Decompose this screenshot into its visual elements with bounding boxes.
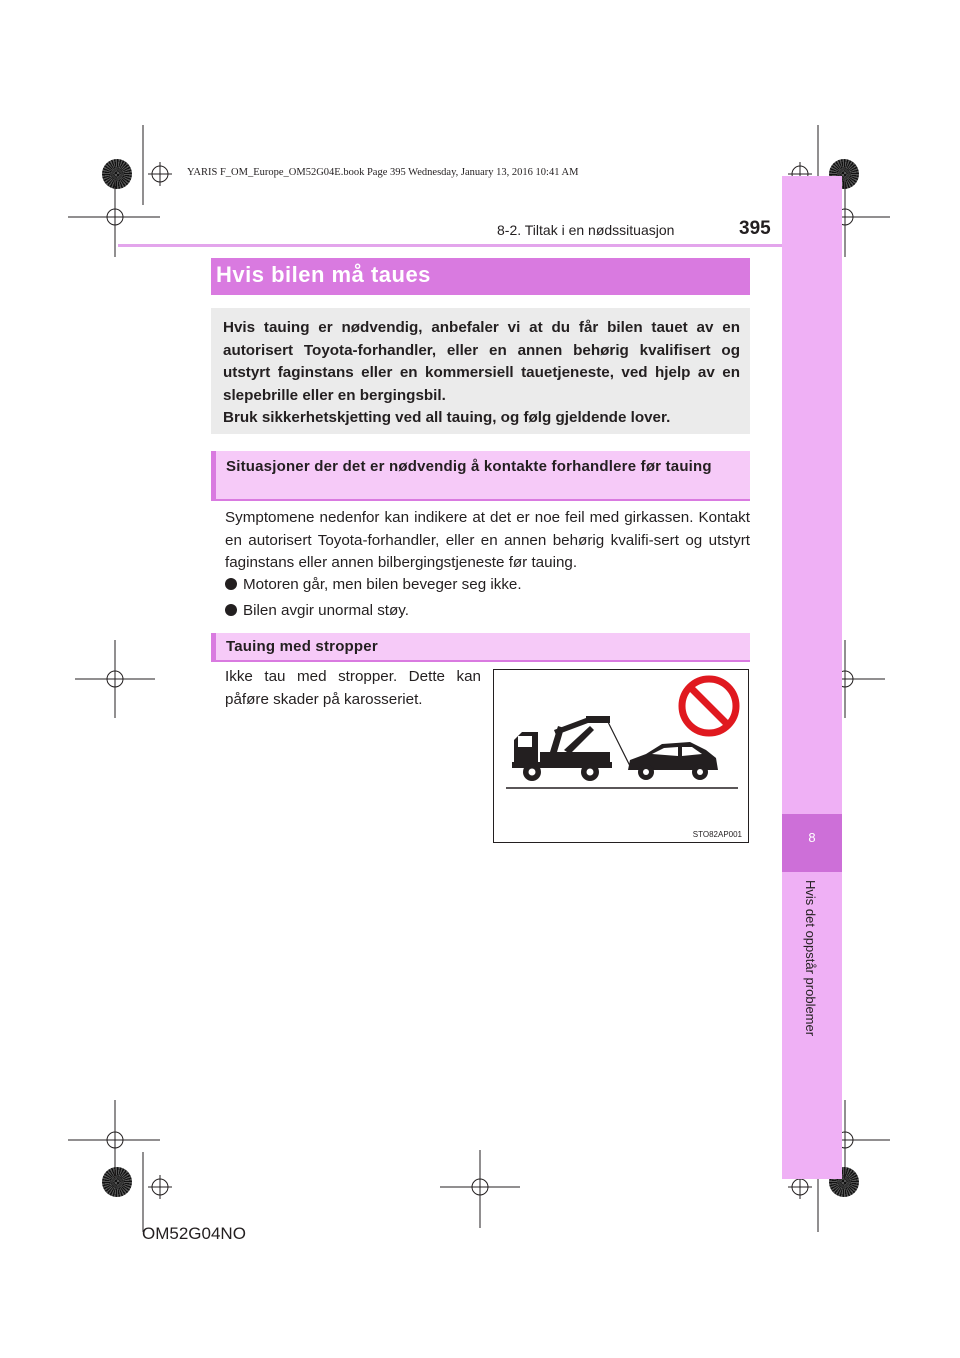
page-title: Hvis bilen må taues	[216, 262, 431, 287]
bullet-item	[225, 576, 522, 593]
bullet-item	[225, 602, 409, 619]
intro-text-second: Bruk sikkerhetskjetting ved all tauing, og følg gjeldende lover.	[223, 409, 671, 427]
section-body-straps: Ikke tau med stropper. Dette kan påføre skader på karosseriet.	[225, 668, 481, 708]
tow-strap-illustration	[493, 669, 749, 843]
tow-truck-drawing	[494, 670, 748, 842]
section-heading-straps	[211, 633, 750, 662]
intro-text: Hvis tauing er nødvendig, anbefaler vi at du får bilen tauet av en autorisert Toyota-forhandler, eller en annen behørig kvalifisert og utstyrt faginstans eller en kommersiell tauetjeneste, ved hjelp av en slepebrille eller en bergingsbil.	[223, 319, 740, 404]
chapter-number: 8	[808, 830, 816, 845]
section-heading-contact	[211, 451, 750, 501]
book-meta-line: YARIS F_OM_Europe_OM52G04E.book Page 395 Wednesday, January 13, 2016 10:41 AM	[187, 167, 579, 178]
page-number: 395	[739, 218, 771, 239]
prohibited-icon	[682, 679, 736, 733]
bullet-icon	[225, 604, 237, 616]
document-code: OM52G04NO	[142, 1224, 246, 1243]
section-body-contact: Symptomene nedenfor kan indikere at det er noe feil med girkassen. Kontakt en autorisert Toyota-forhandler, eller en annen behørig kvalifi-sert og utstyrt faginstans eller annen bilbergingstjeneste før tauing.	[225, 509, 750, 572]
section-heading-contact-text: Situasjoner der det er nødvendig å kontakte forhandlere før tauing	[226, 458, 712, 475]
chapter-number-box	[782, 814, 842, 872]
header-rule	[118, 244, 782, 247]
bullet-icon	[225, 578, 237, 590]
bullet-text: Motoren går, men bilen beveger seg ikke.	[243, 576, 522, 593]
chapter-title: Hvis det oppstår problemer	[803, 880, 818, 1037]
intro-box	[211, 308, 750, 434]
illustration-code: STO82AP001	[692, 830, 742, 839]
chapter-title-vertical	[800, 880, 820, 1120]
page-title-bar	[211, 258, 750, 295]
bullet-text: Bilen avgir unormal støy.	[243, 602, 409, 619]
section-header: 8-2. Tiltak i en nødssituasjon	[497, 222, 675, 238]
section-heading-straps-text: Tauing med stropper	[226, 638, 378, 655]
